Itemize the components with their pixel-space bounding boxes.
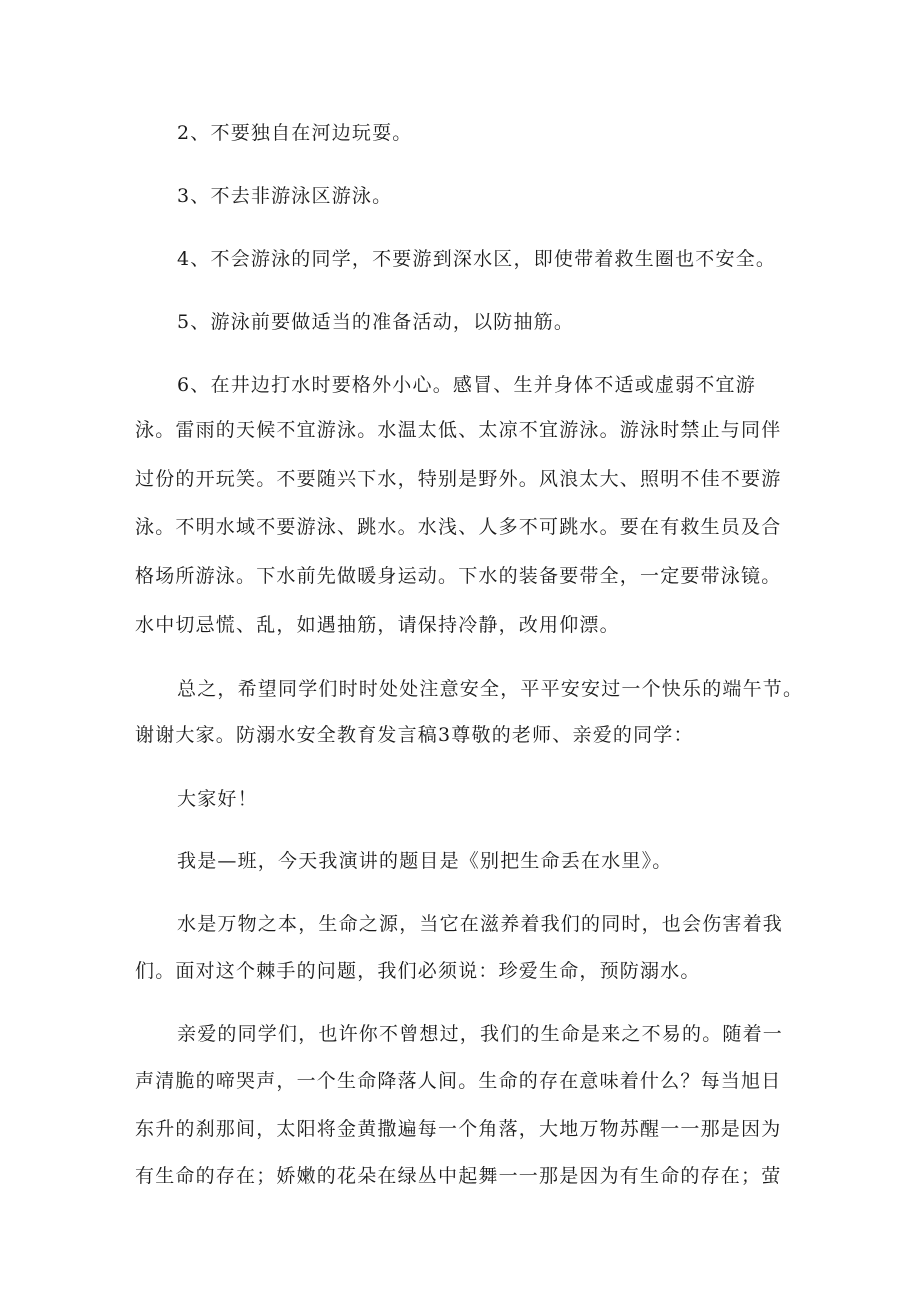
- paragraph-line: 总之，希望同学们时时处处注意安全，平平安安过一个快乐的端午节。: [177, 678, 804, 700]
- paragraph-line: 4、不会游泳的同学，不要游到深水区，即使带着救生圈也不安全。: [177, 248, 777, 270]
- paragraph-line: 谢谢大家。防溺水安全教育发言稿3尊敬的老师、亲爱的同学：: [135, 724, 694, 746]
- paragraph-line: 东升的刹那间，太阳将金黄撒遍每一个角落，大地万物苏醒一一那是因为: [135, 1118, 782, 1140]
- paragraph-line: 5、游泳前要做适当的准备活动，以防抽筋。: [177, 311, 575, 333]
- paragraph-line: 大家好！: [177, 788, 258, 810]
- paragraph-line: 泳。雷雨的天候不宜游泳。水温太低、太凉不宜游泳。游泳时禁止与同伴: [135, 419, 782, 441]
- paragraph-line: 过份的开玩笑。不要随兴下水，特别是野外。风浪太大、照明不佳不要游: [135, 468, 782, 490]
- paragraph-line: 亲爱的同学们，也许你不曾想过，我们的生命是来之不易的。随着一: [177, 1023, 784, 1045]
- paragraph-line: 们。面对这个棘手的问题，我们必须说：珍爱生命，预防溺水。: [135, 960, 701, 982]
- paragraph-line: 声清脆的啼哭声，一个生命降落人间。生命的存在意味着什么？每当旭日: [135, 1070, 782, 1092]
- paragraph-line: 有生命的存在；娇嫩的花朵在绿丛中起舞一一那是因为有生命的存在；萤: [135, 1165, 782, 1187]
- paragraph-line: 泳。不明水域不要游泳、跳水。水浅、人多不可跳水。要在有救生员及合: [135, 516, 782, 538]
- paragraph-line: 水中切忌慌、乱，如遇抽筋，请保持冷静，改用仰漂。: [135, 614, 620, 636]
- paragraph-line: 我是—班，今天我演讲的题目是《别把生命丢在水里》。: [177, 850, 673, 872]
- paragraph-line: 水是万物之本，生命之源，当它在滋养着我们的同时，也会伤害着我: [177, 913, 784, 935]
- paragraph-line: 格场所游泳。下水前先做暖身运动。下水的装备要带全，一定要带泳镜。: [135, 565, 782, 587]
- paragraph-line: 3、不去非游泳区游泳。: [177, 185, 393, 207]
- paragraph-line: 6、在井边打水时要格外小心。感冒、生并身体不适或虚弱不宜游: [177, 374, 756, 396]
- paragraph-line: 2、不要独自在河边玩耍。: [177, 122, 413, 144]
